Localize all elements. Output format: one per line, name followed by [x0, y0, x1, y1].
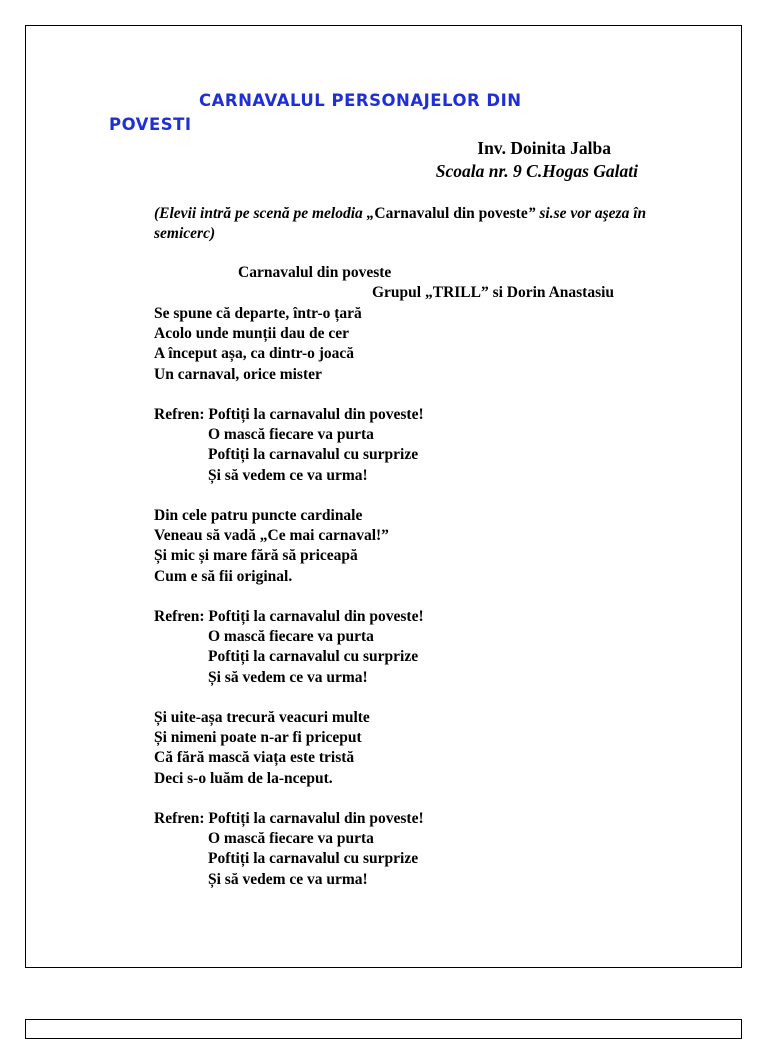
title-line-1: CARNAVALUL PERSONAJELOR DIN [199, 91, 522, 110]
school-name: Scoala nr. 9 C.Hogas Galati [435, 161, 638, 181]
lyric-line: Și să vedem ce va urma! [208, 870, 368, 888]
intro-part-3: ” si.se vor aşeza în semicerc) [154, 205, 647, 242]
stanza [154, 506, 424, 587]
stanza [154, 708, 424, 789]
lyric-line: Refren: Poftiți la carnavalul din poveste! [154, 810, 424, 827]
lyric-line: Refren: Poftiți la carnavalul din poveste! [154, 406, 424, 423]
lyric-line: Poftiți la carnavalul cu surprize [208, 446, 419, 464]
next-page-edge [25, 1019, 742, 1039]
author-name: Inv. Doinita Jalba [477, 138, 611, 158]
lyric-line: Și mic și mare fără să priceapă [154, 547, 358, 565]
title-line-2: POVESTI [109, 115, 192, 134]
song-lyrics [154, 304, 424, 910]
lyric-line: Poftiți la carnavalul cu surprize [208, 850, 419, 868]
lyric-line: Refren: Poftiți la carnavalul din poveste! [154, 608, 424, 625]
lyric-line: O mască fiecare va purta [208, 830, 374, 848]
lyric-line: Se spune că departe, într-o țară [154, 305, 362, 322]
lyric-line: Și să vedem ce va urma! [208, 466, 368, 484]
lyric-line: Că fără mască viața este tristă [154, 749, 355, 767]
song-credit: Grupul „TRILL” si Dorin Anastasiu [372, 284, 615, 301]
lyric-line: Veneau să vadă „Ce mai carnaval!” [154, 527, 389, 545]
lyric-line: O mască fiecare va purta [208, 426, 374, 444]
lyric-line: Un carnaval, orice mister [154, 365, 322, 383]
stanza [154, 809, 424, 890]
lyric-line: Din cele patru puncte cardinale [154, 507, 363, 524]
lyric-line: A început așa, ca dintr-o joacă [154, 345, 355, 363]
lyric-line: Și să vedem ce va urma! [208, 668, 368, 686]
lyric-line: Deci s-o luăm de la-nceput. [154, 769, 333, 787]
song-title: Carnavalul din poveste [238, 264, 392, 281]
document-title [109, 89, 609, 137]
stanza [154, 405, 424, 486]
lyric-line: Și uite-așa trecură veacuri multe [154, 709, 370, 726]
lyric-line: Cum e să fii original. [154, 567, 293, 585]
lyric-line: Poftiți la carnavalul cu surprize [208, 648, 419, 666]
stanza [154, 607, 424, 688]
document-page [25, 25, 742, 968]
stage-direction [154, 204, 674, 244]
intro-part-2: Carnavalul din poveste [374, 205, 528, 222]
stanza [154, 304, 424, 385]
intro-part-1: (Elevii intră pe scenă pe melodia „ [154, 205, 375, 222]
lyric-line: Acolo unde munții dau de cer [154, 325, 350, 343]
lyric-line: O mască fiecare va purta [208, 628, 374, 646]
lyric-line: Și nimeni poate n-ar fi priceput [154, 729, 362, 747]
